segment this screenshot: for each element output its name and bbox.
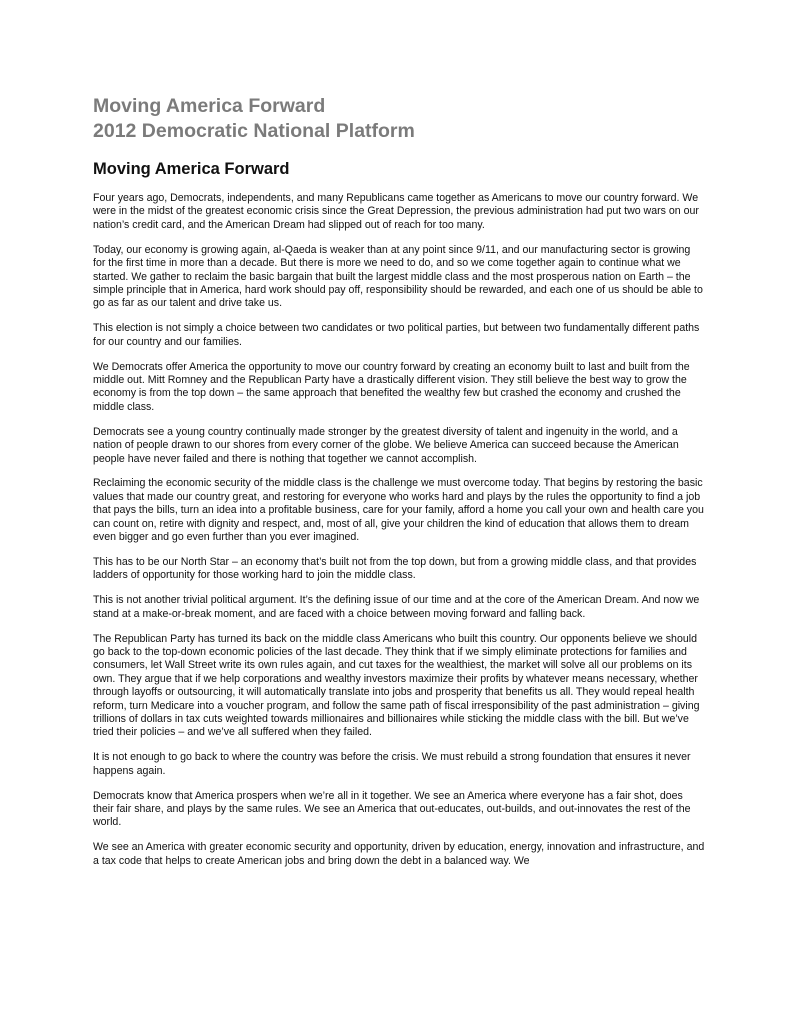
paragraph: It is not enough to go back to where the country was before the crisis. We must rebuild a strong foundation that ensures it never happens again. [93,751,691,777]
paragraph: This has to be our North Star – an economy that’s built not from the top down, but from a growing middle class, and that provides ladders of opportunity for those working hard to join the middle class. [93,555,697,582]
document-title [93,94,705,144]
document-page [93,94,705,880]
paragraph: Today, our economy is growing again, al-Qaeda is weaker than at any point since 9/11, and our manufacturing sector is growing for the first time in more than a decade. But there is more we need to do, and so we come together again to continue what we started. We gather to reclaim the basic bargain that built the largest middle class and the most prosperous nation on Earth – the simple principle that in America, hard work should pay off, responsibility should be rewarded, and each one of us should be able to go as far as our talent and drive take us. [93,243,703,310]
paragraph: Democrats know that America prospers when we’re all in it together. We see an America where everyone has a fair shot, does their fair share, and plays by the same rules. We see an America that out-educates, out-builds, and out-innovates the rest of the world. [93,789,691,829]
paragraph: The Republican Party has turned its back on the middle class Americans who built this country. Our opponents believe we should go back to the top-down economic policies of the last decade. They think that if we simply eliminate protections for families and consumers, let Wall Street write its own rules again, and cut taxes for the wealthiest, the market will solve all our problems on its own. They argue that if we help corporations and wealthy investors maximize their profits by whatever means necessary, whether through layoffs or outsourcing, it will automatically translate into jobs and prosperity that benefits us all. They would repeal health reform, turn Medicare into a voucher program, and follow the same path of fiscal irresponsibility of the past administration – giving trillions of dollars in tax cuts weighted towards millionaires and billionaires while sticking the middle class with the bill. But we’ve tried their policies – and we’ve all suffered when they failed. [93,632,700,739]
title-line-1: Moving America Forward [93,95,326,117]
paragraph: We Democrats offer America the opportunity to move our country forward by creating an economy built to last and built from the middle out. Mitt Romney and the Republican Party have a drastically different vision. They still believe the best way to grow the economy is from the top down – the same approach that benefited the wealthy few but crashed the economy and crushed the middle class. [93,360,690,413]
paragraph: This is not another trivial political argument. It’s the defining issue of our time and at the core of the American Dream. And now we stand at a make-or-break moment, and are faced with a choice between moving forward and falling back. [93,594,700,620]
paragraph: Four years ago, Democrats, independents, and many Republicans came together as Americans to move our country forward. We were in the midst of the greatest economic crisis since the Great Depression, the previous administration had put two wars on our nation’s credit card, and the American Dream had slipped out of reach for too many. [93,192,699,231]
paragraph: This election is not simply a choice between two candidates or two political parties, but between two fundamentally different paths for our country and our families. [93,322,700,348]
section-heading: Moving America Forward [93,160,290,178]
paragraph: Reclaiming the economic security of the middle class is the challenge we must overcome today. That begins by restoring the basic values that made our country great, and restoring for everyone who works hard and plays by the rules the opportunity to find a job that pays the bills, turn an idea into a profitable business, care for your family, afford a home you call your own and health care you can count on, retire with dignity and respect, and, most of all, give your children the kind of education that allows them to dream even bigger and go even further than you ever imagined. [93,477,704,544]
body-text [93,192,705,868]
title-line-2: 2012 Democratic National Platform [93,120,415,142]
paragraph: We see an America with greater economic security and opportunity, driven by education, energy, innovation and infrastructure, and a tax code that helps to create American jobs and bring down the debt in a balanced way. We [93,841,705,867]
paragraph: Democrats see a young country continually made stronger by the greatest diversity of talent and ingenuity in the world, and a nation of people drawn to our shores from every corner of the globe. We believe America can succeed because the American people have never failed and there is nothing that together we cannot accomplish. [93,425,679,465]
